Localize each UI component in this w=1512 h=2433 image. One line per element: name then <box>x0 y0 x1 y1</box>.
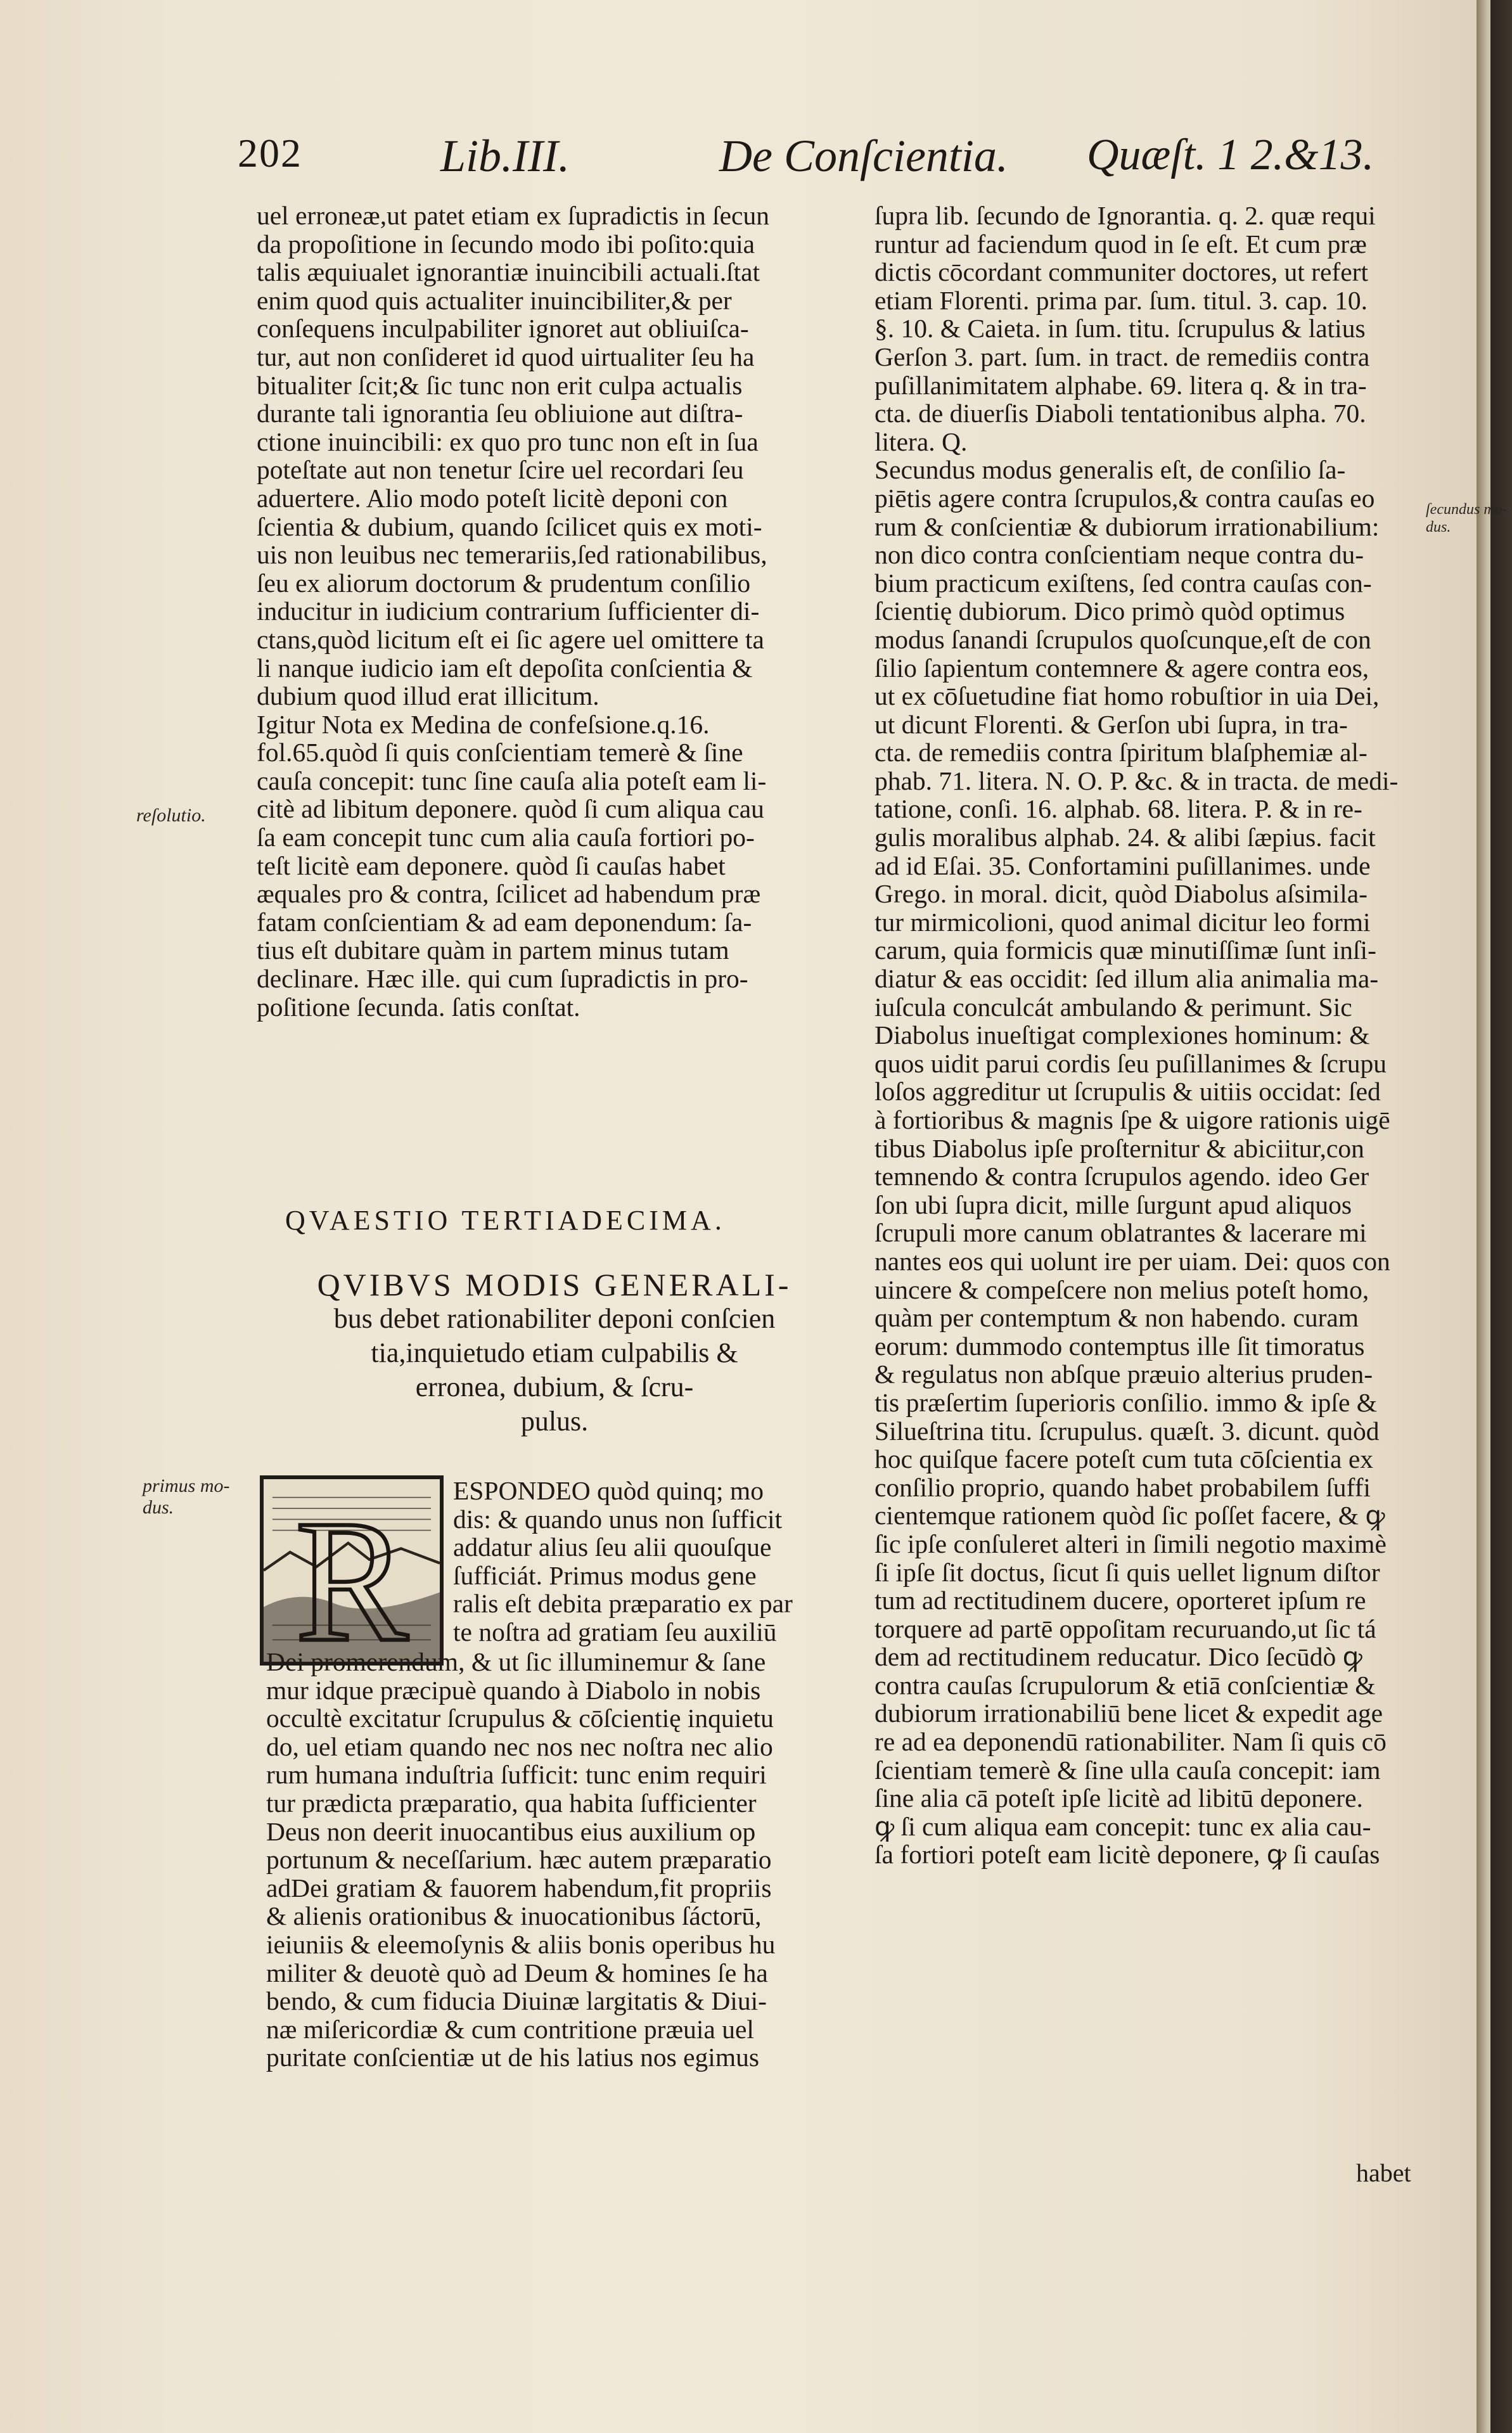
right-line: ſon ubi ſupra dicit, mille ſurgunt apud aliquos <box>875 1190 1352 1219</box>
left-top-line: ctans,quòd licitum eſt ei ſic agere uel omittere ta <box>257 624 764 654</box>
left-top-line: poteſtate aut non tenetur ſcire uel recordari ſeu <box>257 455 744 485</box>
right-line: Secundus modus generalis eſt, de conſilio ſa- <box>875 455 1346 485</box>
left-bottom-line: mur idque præcipuè quando à Diabolo in nobis <box>266 1675 761 1705</box>
right-line: Diabolus inueſtigat complexiones hominum: & <box>875 1020 1370 1050</box>
right-line: dubiorum irrationabiliū bene licet & expedit age <box>875 1698 1383 1728</box>
right-line: runtur ad faciendum quod in ſe eſt. Et cum præ <box>875 229 1367 259</box>
question-title-line: erronea, dubium, & ſcru- <box>415 1371 694 1403</box>
left-top-line: declinare. Hæc ille. qui cum ſupradictis in pro- <box>257 964 748 994</box>
binding-shadow <box>1490 0 1512 2433</box>
question-title-line: tia,inquietudo etiam culpabilis & <box>371 1337 738 1368</box>
left-top-line: ſeu ex aliorum doctorum & prudentum conſilio <box>257 568 751 598</box>
right-line: ut dicunt Florenti. & Gerſon ubi ſupra, in tra- <box>875 709 1348 739</box>
right-line: ſcrupuli more canum oblatrantes & lacerare mi <box>875 1218 1367 1248</box>
right-line: torquere ad partē oppoſitam recuruando,ut ſic tá <box>875 1614 1376 1643</box>
right-line: §. 10. & Caieta. in ſum. titu. ſcrupulus & latius <box>875 314 1366 343</box>
right-line: dictis cōcordant communiter doctores, ut refert <box>875 257 1368 287</box>
left-top-line: aduertere. Alio modo poteſt licitè deponi con <box>257 483 728 513</box>
right-line: quos uidit parui cordis ſeu puſillanimes & ſcrupu <box>875 1048 1387 1078</box>
left-top-line: uis non leuibus nec temerariis,ſed rationabilibus, <box>257 540 767 570</box>
left-bottom-line: ieiuniis & eleemoſynis & aliis bonis operibus hu <box>266 1929 776 1959</box>
left-top-line: tur, aut non conſideret id quod uirtualiter ſeu ha <box>257 342 755 371</box>
initial-para-line: dis: & quando unus non ſufficit <box>453 1504 783 1534</box>
left-top-line: citè ad libitum deponere. quòd ſi cum aliqua cau <box>257 794 764 824</box>
right-line: tur mirmicolioni, quod animal dicitur leo formi <box>875 907 1371 937</box>
right-line: & regulatus non abſque præuio alterius pruden- <box>875 1359 1373 1389</box>
initial-letter: R <box>295 1484 409 1662</box>
right-line: bium practicum exiſtens, ſed contra cauſas con- <box>875 568 1372 598</box>
right-line: iuſcula conculcát ambulando & perimunt. Sic <box>875 992 1352 1022</box>
left-top-line: teſt licitè eam deponere. quòd ſi cauſas habet <box>257 851 726 880</box>
page-number: 202 <box>238 131 302 176</box>
left-top-line: durante tali ignorantia ſeu obliuione aut diſtra- <box>257 399 743 428</box>
left-top-line: bitualiter ſcit;& ſic tunc non erit culpa actualis <box>257 370 743 400</box>
question-heading: QVAESTIO TERTIADECIMA. <box>285 1205 726 1236</box>
initial-para-line: addatur alius ſeu alii quouſque <box>453 1532 772 1562</box>
question-title <box>269 1268 840 1439</box>
question-title-line: QVIBVS MODIS GENERALI- <box>317 1267 792 1302</box>
left-column-top <box>257 202 840 1021</box>
right-line: modus ſanandi ſcrupulos quoſcunque,eſt de con <box>875 624 1371 654</box>
left-top-line: æquales pro & contra, ſcilicet ad habendum præ <box>257 879 761 909</box>
initial-para-line: ralis eſt debita præparatio ex par <box>453 1589 793 1619</box>
right-line: ſi ipſe ſit doctus, ſicut ſi quis uellet lignum diſtor <box>875 1557 1380 1587</box>
left-bottom-line: occultè excitatur ſcrupulus & cōſcientię inquietu <box>266 1704 774 1733</box>
left-top-line: ſcientia & dubium, quando ſcilicet quis ex moti- <box>257 511 762 541</box>
left-top-line: talis æquiualet ignorantiæ inuincibili actuali.ſtat <box>257 257 760 287</box>
right-line: Silueſtrina titu. ſcrupulus. quæſt. 3. dicunt. quòd <box>875 1416 1380 1446</box>
left-top-line: inducitur in iudicium contrarium ſufficienter di- <box>257 596 760 626</box>
right-line: nantes eos qui uolunt ire per uiam. Dei: quos con <box>875 1246 1390 1276</box>
right-line: piētis agere contra ſcrupulos,& contra cauſas eo <box>875 483 1375 513</box>
right-line: tis præſertim ſuperioris conſilio. immo & ipſe & <box>875 1387 1378 1417</box>
right-line: tum ad rectitudinem ducere, oporteret ipſum re <box>875 1586 1366 1615</box>
right-line: cientemque rationem quòd ſic poſſet facere, & ꝙ <box>875 1501 1385 1531</box>
right-line: eorum: dummodo contemptus ille ſit timoratus <box>875 1331 1365 1361</box>
right-line: tibus Diabolus ipſe proſternitur & abiciitur,con <box>875 1133 1364 1163</box>
right-line: phab. 71. litera. N. O. P. &c. & in tracta. de medi- <box>875 766 1399 795</box>
left-bottom-line: tur prædicta præparatio, qua habita ſufficienter <box>266 1788 757 1818</box>
left-bottom-line: puritate conſcientiæ ut de his latius nos egimus <box>266 2043 760 2072</box>
right-line: ad id Eſai. 35. Confortamini puſillanimes. unde <box>875 851 1371 880</box>
right-line: cta. de remediis contra ſpiritum blaſphemiæ al- <box>875 738 1368 767</box>
right-line: non dico contra conſcientiam neque contra du- <box>875 540 1364 570</box>
right-line: ſine alia cā poteſt ipſe licitè ad libitū deponere. <box>875 1783 1363 1813</box>
question-title-line: bus debet rationabiliter deponi conſcien <box>333 1303 776 1334</box>
right-line: tatione, conſi. 16. alphab. 68. litera. P. & in re- <box>875 794 1362 824</box>
right-line: re ad ea deponendū rationabiliter. Nam ſi quis cō <box>875 1727 1387 1757</box>
right-column <box>875 202 1445 1869</box>
right-line: hoc quiſque facere poteſt cum tuta cōſcientia ex <box>875 1444 1374 1474</box>
question-title-line: pulus. <box>520 1406 589 1437</box>
running-title: De Conſcientia. <box>719 131 1008 181</box>
right-line: à fortioribus & magnis ſpe & uigore rationis uigē <box>875 1105 1390 1134</box>
right-line: ſilio ſapientum contemnere & agere contra eos, <box>875 653 1369 683</box>
right-line: etiam Florenti. prima par. ſum. titul. 3. cap. 10. <box>875 285 1368 315</box>
left-bottom-line: adDei gratiam & fauorem habendum,fit propriis <box>266 1873 772 1903</box>
margin-note-secundus-modus: ſecundus mo- dus. <box>1426 501 1508 536</box>
question-number: Quæſt. 1 2.&13. <box>1087 131 1374 179</box>
book-number: Lib.III. <box>440 131 570 181</box>
left-top-line: conſequens inculpabiliter ignoret aut obliuiſca- <box>257 314 749 343</box>
left-bottom-line: næ miſericordiæ & cum contritione præuia uel <box>266 2014 754 2044</box>
right-line: cta. de diuerſis Diaboli tentationibus alpha. 70. <box>875 399 1366 428</box>
right-line: ꝙ ſi cum aliqua eam concepit: tunc ex alia cau- <box>875 1811 1371 1841</box>
left-top-line: ſa eam concepit tunc cum alia cauſa fortiori po- <box>257 823 755 852</box>
initial-letter-r-woodcut <box>264 1479 440 1662</box>
right-line: litera. Q. <box>875 427 968 456</box>
right-line: uincere & compeſcere non melius poteſt homo, <box>875 1274 1369 1304</box>
right-line: carum, quia formicis quæ minutiſſimæ ſunt inſi- <box>875 935 1376 965</box>
right-line: ut ex cōſuetudine fiat homo robuſtior in uia Dei, <box>875 681 1380 711</box>
left-top-line: da propoſitione in ſecundo modo ibi poſito:quia <box>257 229 755 259</box>
right-line: Gerſon 3. part. ſum. in tract. de remediis contra <box>875 342 1370 371</box>
left-bottom-line: Deus non deerit inuocantibus eius auxilium op <box>266 1816 756 1846</box>
left-top-line: Igitur Nota ex Medina de confeſsione.q.16. <box>257 709 710 739</box>
left-bottom-line: Dei promerendum, & ut ſic illuminemur & ſane <box>266 1647 766 1676</box>
left-bottom-line: portunum & neceſſarium. hæc autem præparatio <box>266 1845 772 1875</box>
right-line: dem ad rectitudinem reducatur. Dico ſecūdò ꝙ <box>875 1642 1362 1672</box>
initial-para-line: ESPONDEO quòd quinq; mo <box>453 1476 764 1505</box>
initial-paragraph-lines <box>453 1477 793 1647</box>
right-line: gulis moralibus alphab. 24. & alibi ſæpius. facit <box>875 823 1376 852</box>
left-bottom-line: & alienis orationibus & inuocationibus ſáctorū, <box>266 1901 762 1931</box>
left-bottom-line: bendo, & cum fiducia Diuinæ largitatis & Diui- <box>266 1986 767 2016</box>
right-line: contra cauſas ſcrupulorum & etiā conſcientiæ & <box>875 1670 1376 1700</box>
left-bottom-line: do, uel etiam quando nec nos nec noſtra nec alio <box>266 1731 773 1761</box>
right-line: conſilio proprio, quando habet probabilem ſuffi <box>875 1472 1371 1502</box>
right-line: rum & conſcientiæ & dubiorum irrationabilium: <box>875 511 1380 541</box>
right-line: ſic ipſe conſuleret alteri in ſimili negotio maximè <box>875 1529 1387 1558</box>
right-line: Grego. in moral. dicit, quòd Diabolus aſsimila- <box>875 879 1368 909</box>
left-top-line: dubium quod illud erat illicitum. <box>257 681 599 711</box>
left-bottom-line: militer & deuotè quò ad Deum & homines ſe ha <box>266 1958 768 1987</box>
left-top-line: fatam conſcientiam & ad eam deponendum: ſa- <box>257 907 752 937</box>
right-line: quàm per contemptum & non habendo. curam <box>875 1303 1359 1333</box>
right-line: puſillanimitatem alphabe. 69. litera q. & in tra- <box>875 370 1367 400</box>
right-line: temnendo & contra ſcrupulos agendo. ideo Ger <box>875 1162 1369 1191</box>
left-top-line: uel erroneæ,ut patet etiam ex ſupradictis in ſecun <box>257 201 769 230</box>
left-top-line: fol.65.quòd ſi quis conſcientiam temerè & ſine <box>257 738 743 767</box>
left-column-bottom <box>266 1648 775 2072</box>
right-line: ſa fortiori poteſt eam licitè deponere, ꝙ ſi cauſas <box>875 1840 1380 1870</box>
margin-note-resolutio: reſolutio. <box>136 805 206 826</box>
margin-note-primus-modus: primus mo- dus. <box>143 1475 230 1518</box>
right-line: ſcientiam temerè & ſine ulla cauſa concepit: iam <box>875 1755 1381 1785</box>
left-top-line: enim quod quis actualiter inuincibiliter,& per <box>257 285 732 315</box>
left-bottom-line: rum humana induſtria ſufficit: tunc enim requiri <box>266 1760 767 1790</box>
decorated-initial <box>260 1475 444 1666</box>
running-header <box>238 130 1442 193</box>
right-line: loſos aggreditur ut ſcrupulis & uitiis occidat: ſed <box>875 1077 1381 1107</box>
left-top-line: tius eſt dubitare quàm in partem minus tutam <box>257 935 729 965</box>
left-top-line: poſitione ſecunda. ſatis conſtat. <box>257 992 580 1022</box>
catchword: habet <box>1356 2159 1411 2187</box>
right-line: ſupra lib. ſecundo de Ignorantia. q. 2. quæ requi <box>875 201 1376 230</box>
left-top-line: ctione inuincibili: ex quo pro tunc non eſt in ſua <box>257 427 759 456</box>
left-top-line: li nanque iudicio iam eſt depoſita conſcientia & <box>257 653 753 683</box>
right-line: ſcientię dubiorum. Dico primò quòd optimus <box>875 596 1345 626</box>
initial-para-line: te noſtra ad gratiam ſeu auxiliū <box>453 1617 777 1647</box>
right-line: diatur & eas occidit: ſed illum alia animalia ma- <box>875 964 1379 994</box>
left-top-line: cauſa concepit: tunc ſine cauſa alia poteſt eam li- <box>257 766 767 795</box>
initial-para-line: ſufficiát. Primus modus gene <box>453 1560 757 1590</box>
